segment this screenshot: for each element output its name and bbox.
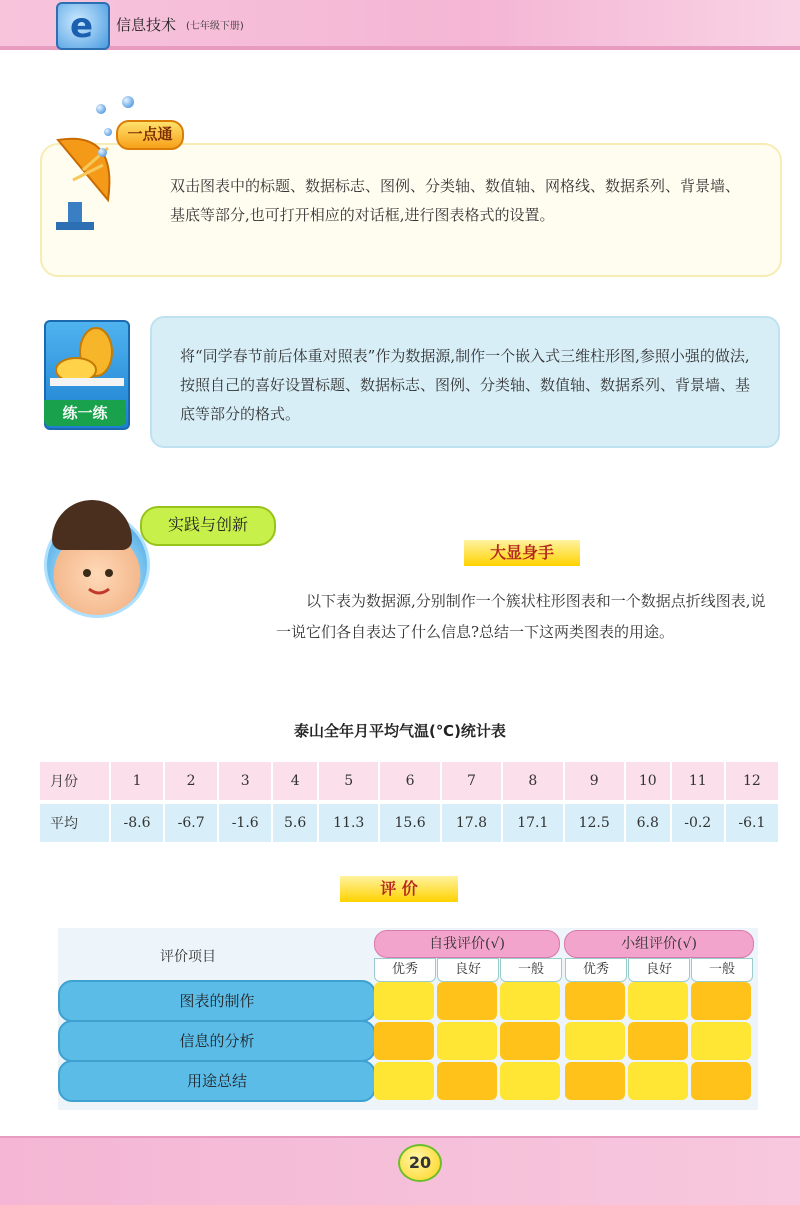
rating-checkbox[interactable]	[374, 982, 434, 1020]
rating-checkbox[interactable]	[500, 1022, 560, 1060]
rating-checkbox[interactable]	[691, 1062, 751, 1100]
level-header: 一般	[691, 958, 753, 982]
month-cell: 8	[502, 762, 563, 802]
temperature-cell: 12.5	[564, 802, 625, 842]
level-header: 良好	[437, 958, 499, 982]
month-cell: 10	[625, 762, 671, 802]
bubble-dot	[104, 128, 112, 136]
rating-checkbox[interactable]	[628, 1022, 688, 1060]
group-evaluation-header: 小组评价(√)	[564, 930, 754, 958]
book-subtitle: (七年级下册)	[186, 21, 244, 32]
rating-checkbox[interactable]	[691, 982, 751, 1020]
header-divider	[0, 46, 800, 50]
rating-checkbox[interactable]	[500, 1062, 560, 1100]
rating-checkbox[interactable]	[565, 1022, 625, 1060]
rating-checkbox[interactable]	[437, 1022, 497, 1060]
rating-checkbox[interactable]	[437, 982, 497, 1020]
tip-text: 双击图表中的标题、数据标志、图例、分类轴、数值轴、网格线、数据系列、背景墙、基底等部分,也可打开相应的对话框,进行图表格式的设置。	[170, 177, 741, 224]
month-cell: 2	[164, 762, 218, 802]
ie-logo-icon	[56, 2, 110, 50]
show-skill-tag: 大显身手	[464, 540, 580, 566]
level-header: 优秀	[565, 958, 627, 982]
month-header: 月份	[40, 762, 110, 802]
month-cell: 1	[110, 762, 164, 802]
temperature-table-title: 泰山全年月平均气温(℃)统计表	[294, 722, 506, 740]
evaluation-row-chart-making: 图表的制作	[58, 980, 376, 1022]
evaluation-tag: 评 价	[340, 876, 458, 902]
rating-checkbox[interactable]	[628, 1062, 688, 1100]
level-header: 良好	[628, 958, 690, 982]
bubble-dot	[122, 96, 134, 108]
temperature-cell: -6.7	[164, 802, 218, 842]
level-header: 优秀	[374, 958, 436, 982]
rating-checkbox[interactable]	[437, 1062, 497, 1100]
evaluation-row-info-analysis: 信息的分析	[58, 1020, 376, 1062]
self-evaluation-header: 自我评价(√)	[374, 930, 560, 958]
level-header: 一般	[500, 958, 562, 982]
month-cell: 5	[318, 762, 379, 802]
evaluation-item-header: 评价项目	[160, 949, 216, 965]
month-cell: 6	[379, 762, 440, 802]
month-cell: 7	[441, 762, 502, 802]
rating-checkbox[interactable]	[565, 1062, 625, 1100]
goldfish-icon	[46, 322, 128, 402]
temperature-cell: -0.2	[671, 802, 725, 842]
practice-badge: 练一练	[44, 400, 126, 426]
practice-text: 将“同学春节前后体重对照表”作为数据源,制作一个嵌入式三维柱形图,参照小强的做法,按照自己的喜好设置标题、数据标志、图例、分类轴、数值轴、数据系列、背景墙、基底等部分的格式。	[180, 347, 751, 423]
temperature-cell: -1.6	[218, 802, 272, 842]
book-title: 信息技术	[116, 16, 177, 34]
tip-badge: 一点通	[116, 120, 184, 150]
rating-checkbox[interactable]	[374, 1062, 434, 1100]
month-cell: 9	[564, 762, 625, 802]
temperature-cell: -8.6	[110, 802, 164, 842]
temperature-cell: 17.8	[441, 802, 502, 842]
bubble-dot	[98, 148, 107, 157]
temperature-cell: 11.3	[318, 802, 379, 842]
month-cell: 12	[725, 762, 779, 802]
bubble-dot	[96, 104, 106, 114]
rating-checkbox[interactable]	[628, 982, 688, 1020]
rating-checkbox[interactable]	[565, 982, 625, 1020]
innovation-bubble: 实践与创新	[140, 506, 276, 546]
average-header: 平均	[40, 802, 110, 842]
girl-hair	[52, 500, 132, 550]
month-cell: 3	[218, 762, 272, 802]
evaluation-row-usage-summary: 用途总结	[58, 1060, 376, 1102]
rating-checkbox[interactable]	[691, 1022, 751, 1060]
page-number: 20	[398, 1144, 442, 1182]
month-cell: 4	[272, 762, 318, 802]
temperature-cell: -6.1	[725, 802, 779, 842]
task-text: 以下表为数据源,分别制作一个簇状柱形图表和一个数据点折线图表,说一说它们各自表达了什么信息?总结一下这两类图表的用途。	[276, 592, 766, 641]
rating-checkbox[interactable]	[374, 1022, 434, 1060]
temperature-cell: 17.1	[502, 802, 563, 842]
average-row	[40, 802, 779, 842]
temperature-cell: 6.8	[625, 802, 671, 842]
temperature-cell: 15.6	[379, 802, 440, 842]
temperature-table	[40, 762, 780, 842]
logo-letter: e	[70, 6, 94, 46]
rating-checkbox[interactable]	[500, 982, 560, 1020]
month-cell: 11	[671, 762, 725, 802]
month-row	[40, 762, 779, 802]
temperature-cell: 5.6	[272, 802, 318, 842]
